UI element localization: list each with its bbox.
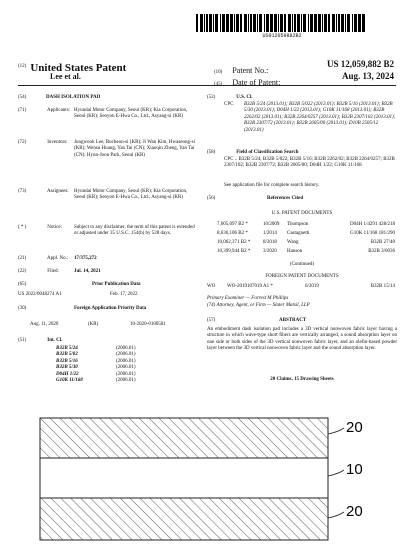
foreign-priority-heading: Foreign Application Priority Data <box>74 306 147 311</box>
code-52: (52) <box>207 95 216 100</box>
priority-number: 10-2020-0100581 <box>130 322 166 327</box>
us-patent-docs-heading: U.S. PATENT DOCUMENTS <box>271 211 333 216</box>
us-cl-cpc-label: CPC <box>224 102 234 107</box>
barcode-bar <box>354 14 357 32</box>
int-cl-table <box>56 346 176 384</box>
field-57 <box>207 318 397 324</box>
patent-no-label: Patent No.: <box>232 66 269 75</box>
barcode-bar <box>257 14 258 32</box>
barcode-bar <box>297 14 300 32</box>
barcode-bar <box>222 14 225 32</box>
code-72: (72) <box>18 140 27 145</box>
code-71: (71) <box>18 108 27 113</box>
code-56: (56) <box>207 196 216 201</box>
barcode-bar <box>240 14 242 32</box>
code-30: (30) <box>18 306 27 311</box>
references-continued: (Continued) <box>289 262 315 267</box>
code-12: (12) <box>18 64 27 70</box>
int-cl-class: G10K 11/168 <box>56 377 83 383</box>
foreign-ref-class: B32B 15/14 <box>370 284 395 289</box>
barcode-bar <box>294 14 296 32</box>
barcode-bar <box>288 14 291 32</box>
search-note: See application file for complete search history. <box>224 183 320 188</box>
barcode-bar <box>314 14 317 32</box>
barcode-bar <box>322 14 323 32</box>
figure-label-top: 20 <box>346 419 363 436</box>
figure-label-bottom: 20 <box>346 503 363 520</box>
priority-country: (KR) <box>88 322 99 327</box>
assignees-label: Assignees: <box>46 189 69 194</box>
notice-text: Subject to any disclaimer, the term of this patent is extended or adjusted under 35 U.S.C. 154(b) by 528 days. <box>74 225 195 237</box>
prior-pub-heading: Prior Publication Data <box>92 282 141 287</box>
barcode-bar <box>347 14 350 32</box>
abstract-heading: ABSTRACT <box>279 318 307 323</box>
barcode-bar <box>270 14 273 32</box>
header-divider <box>18 85 396 86</box>
abstract-text: An embodiment dash isolation pad includes a 3D vertical nonwoven fabric layer having a structure in which wave-type short fibers are vertically arranged, a sound absorption layer on one side or both sides of the 3D vertical nonwoven fabric layer, and an olefin-based powder layer between the 3D vertical nonwoven fabric layer and the sound absorption layer. <box>207 327 397 352</box>
barcode-bar <box>318 14 321 32</box>
barcode-bar <box>215 14 218 32</box>
barcode-bar <box>244 14 247 32</box>
layer-figure <box>0 408 405 558</box>
field-51 <box>18 338 198 344</box>
claims-summary: 20 Claims, 15 Drawing Sheets <box>270 377 334 382</box>
barcode-bar <box>200 14 203 32</box>
code-58: (58) <box>207 150 216 155</box>
int-cl-class: B32B 5/16 <box>56 358 78 364</box>
reference-date: 3/2020 <box>263 249 277 254</box>
us-cl-heading: U.S. Cl. <box>236 95 253 100</box>
reference-date: 8/2018 <box>263 240 277 245</box>
code-73: (73) <box>18 189 27 194</box>
barcode-bar <box>324 14 327 32</box>
barcode-bar <box>206 14 208 32</box>
barcode-bar <box>362 14 365 32</box>
barcode-bar <box>280 14 283 32</box>
barcode-bar <box>292 14 293 32</box>
primary-examiner: Primary Examiner — Forrest M Phillips <box>207 296 289 301</box>
barcode-bar <box>328 14 330 32</box>
notice-label: Notice: <box>47 225 62 230</box>
inventors-text: Jungwook Lee, Bucheon-si (KR); Ji Wan Kim, Hwaseong-si (KR); Wensu Huang, Yan Tai (CN); Xiaoqin Zheng, Yan Tai (CN); Hyun-Joon Park, Seoul (KR) <box>74 140 196 158</box>
barcode-bar <box>264 14 265 32</box>
int-cl-class: B32B 5/24 <box>56 346 78 351</box>
barcode-bar <box>248 14 249 32</box>
barcode <box>196 14 368 32</box>
barcode-bar <box>213 14 214 32</box>
applicants-text: Hyundai Motor Company, Seoul (KR); Kia Corporation, Seoul (KR); Seoyon E-Hwa Co., Ltd., Asyang-si (KR) <box>74 108 188 120</box>
date-label: Date of Patent: <box>232 78 281 87</box>
reference-number: 7,605,097 B2 * <box>217 222 248 227</box>
barcode-bar <box>310 14 313 32</box>
filed-date: Jul. 14, 2021 <box>74 269 101 274</box>
code-51: (51) <box>18 338 27 343</box>
barcode-bar <box>259 14 262 32</box>
appl-no: 17/375,272 <box>74 256 97 261</box>
attorney: (74) Attorney, Agent, or Firm — Slater Matsil, LLP <box>207 303 310 308</box>
barcode-bar <box>230 14 233 32</box>
int-cl-heading: Int. Cl. <box>47 338 63 343</box>
field-65 <box>18 282 198 288</box>
int-cl-version: (2006.01) <box>116 377 136 383</box>
us-cl-text: B32B 5/24 (2013.01); B32B 5/022 (2013.01); B32B 5/16 (2013.01); B32B 5/30 (2013.01); D04H 1/22 (2013.01); G10K 11/168 (2013.01); B32B 2262/02 (2013.01); B32B 2264/0257 (2013.01); B32B 2307/102 (2013.01); B32B 2307/72 (2013.01); B32B 2605/00 (2013.01); D10B 2505/12 (2013.01) <box>244 102 396 133</box>
search-text: CPC .. B32B 5/24; B32B 5/022; B32B 5/16; B32B 2262/02; B32B 2264/0257; B32B 2307/102; B32B 2307/72; B32B 2605/00; D04H 1/22; G10K 11/168 <box>224 157 395 169</box>
prior-pub-row <box>18 292 198 298</box>
int-cl-row <box>56 378 176 384</box>
field-21 <box>18 256 198 262</box>
code-10: (10) <box>214 70 223 75</box>
bottom-layer-20 <box>40 498 328 540</box>
reference-row <box>207 240 397 249</box>
reference-name: Thompson <box>287 222 309 227</box>
filed-label: Filed: <box>47 269 59 274</box>
prior-pub-date: Feb. 17, 2022 <box>110 292 138 297</box>
top-layer-20 <box>40 418 328 458</box>
code-22: (22) <box>18 269 27 274</box>
barcode-bar <box>274 14 277 32</box>
code-57: (57) <box>207 318 216 323</box>
patent-date: Aug. 13, 2024 <box>341 71 394 81</box>
barcode-bar <box>266 14 269 32</box>
barcode-bar <box>209 14 212 32</box>
assignees-text: Hyundai Motor Company, Seoul (KR); Kia Corporation, Seoul (KR); Seoyon E-Hwa Co., Ltd., Asyang-si (KR) <box>74 189 188 201</box>
barcode-bar <box>236 14 239 32</box>
barcode-bar <box>196 14 198 32</box>
reference-number: 10,399,944 B2 * <box>217 249 251 254</box>
int-cl-version: (2006.01) <box>116 371 136 377</box>
reference-row <box>207 249 397 258</box>
barcode-bar <box>303 14 306 32</box>
field-30 <box>18 306 198 312</box>
barcode-bar <box>204 14 205 32</box>
int-cl-version: (2006.01) <box>116 346 136 351</box>
patent-no: US 12,059,882 B2 <box>326 59 394 69</box>
reference-class: G10K 11/168 181/290 <box>350 231 395 236</box>
reference-number: 10,062,371 B2 * <box>217 240 251 245</box>
barcode-bar <box>332 14 335 32</box>
figure-label-middle: 10 <box>346 461 363 478</box>
leader-line-bottom <box>328 512 344 518</box>
field-58 <box>207 150 397 156</box>
code-54: (54) <box>18 95 27 100</box>
leader-line-middle <box>328 470 344 476</box>
reference-class: B32B 27/40 <box>370 240 395 245</box>
field-56 <box>207 196 397 202</box>
doc-type: United States Patent <box>30 62 127 74</box>
foreign-ref-date: 6/2019 <box>305 284 319 289</box>
int-cl-class: B32B 5/02 <box>56 352 78 358</box>
reference-name: Hanson <box>287 249 303 254</box>
int-cl-version: (2006.01) <box>116 365 136 371</box>
barcode-bar <box>220 14 221 32</box>
barcode-bar <box>352 14 353 32</box>
barcode-bar <box>284 14 286 32</box>
barcode-bar <box>345 14 346 32</box>
int-cl-version: (2006.01) <box>116 358 136 364</box>
field-52 <box>207 95 397 101</box>
barcode-bar <box>336 14 337 32</box>
int-cl-class: B32B 5/30 <box>56 365 78 371</box>
foreign-ref-row <box>207 284 397 290</box>
reference-name: Castagnetti <box>287 231 310 236</box>
int-cl-version: (2006.01) <box>116 352 136 358</box>
priority-date: Aug. 11, 2020 <box>30 322 59 327</box>
barcode-bar <box>250 14 252 32</box>
references-heading: References Cited <box>267 196 304 201</box>
reference-list <box>207 222 397 258</box>
barcode-bar <box>301 14 302 32</box>
barcode-bar <box>308 14 309 32</box>
reference-row <box>207 231 397 240</box>
code-65: (65) <box>18 282 27 287</box>
foreign-ref-country: WO <box>207 284 216 289</box>
reference-name: Wang <box>287 240 299 245</box>
reference-row <box>207 222 397 231</box>
barcode-bar <box>341 14 344 32</box>
foreign-ref-number: WO-2019107019 A1 * <box>227 284 273 289</box>
prior-pub-number: US 2022/0048274 A1 <box>18 292 62 297</box>
code-45: (45) <box>214 82 223 87</box>
applicants-label: Applicants: <box>46 108 71 113</box>
barcode-bar <box>253 14 256 32</box>
patent-number-barcode-text: US012059882B2 <box>262 33 302 39</box>
reference-class: B32B 3/0036 <box>368 249 395 254</box>
invention-title: DASH ISOLATION PAD <box>46 95 101 100</box>
code-21: (21) <box>18 256 27 261</box>
leader-line-top <box>328 428 344 434</box>
int-cl-class: D04H 1/22 <box>56 371 79 377</box>
search-heading: Field of Classification Search <box>236 150 299 155</box>
notice-code: ( * ) <box>18 225 27 230</box>
field-54 <box>18 95 198 101</box>
barcode-bar <box>234 14 235 32</box>
reference-class: D04H 1/4291 428/218 <box>350 222 395 227</box>
barcode-bar <box>338 14 340 32</box>
reference-number: 8,636,106 B2 * <box>217 231 248 236</box>
reference-date: 1/2014 <box>263 231 277 236</box>
reference-date: 10/2009 <box>263 222 280 227</box>
header-date <box>214 72 394 90</box>
inventor-short: Lee et al. <box>50 72 81 81</box>
field-22 <box>18 269 198 275</box>
barcode-bar <box>358 14 361 32</box>
middle-layer-10 <box>40 458 328 498</box>
appl-no-label: Appl. No.: <box>46 256 69 261</box>
barcode-bar <box>278 14 279 32</box>
inventors-label: Inventors: <box>47 140 68 145</box>
foreign-patent-docs-heading: FOREIGN PATENT DOCUMENTS <box>265 274 339 279</box>
barcode-bar <box>226 14 229 32</box>
